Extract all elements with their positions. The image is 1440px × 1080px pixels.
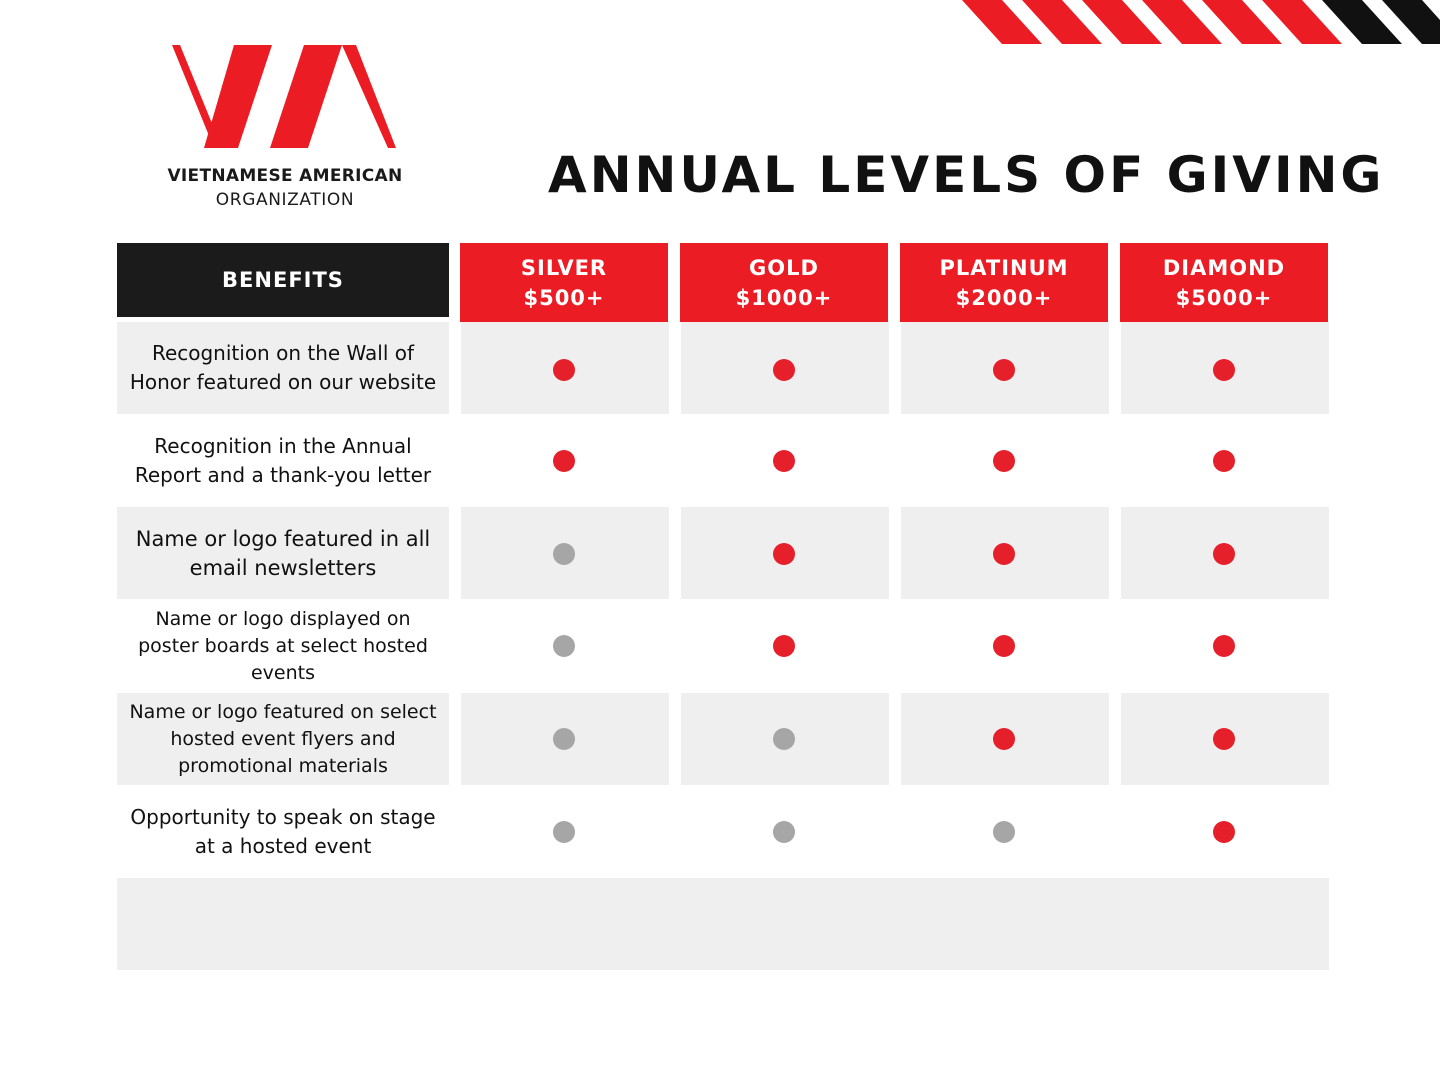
tier-header-gold [680, 243, 888, 322]
included-dot-icon [773, 450, 795, 472]
included-dot-icon [1213, 450, 1235, 472]
tier-amount: $500+ [523, 285, 605, 310]
included-dot-icon [773, 635, 795, 657]
not-included-dot-icon [553, 635, 575, 657]
tier-header-silver [460, 243, 668, 322]
included-dot-icon [993, 728, 1015, 750]
organization-logo [160, 42, 410, 214]
via-logo-mark-icon [160, 42, 410, 152]
column-divider [1109, 321, 1121, 878]
tier-name: SILVER [520, 255, 608, 280]
included-dot-icon [993, 450, 1015, 472]
included-dot-icon [773, 543, 795, 565]
benefit-label: Recognition on the Wall of Honor featured on our website [129, 341, 437, 395]
column-divider [669, 321, 681, 878]
decorative-stripes [960, 0, 1440, 44]
benefit-label: Name or logo featured in all email newsletters [135, 526, 431, 580]
column-divider [889, 321, 901, 878]
included-dot-icon [1213, 728, 1235, 750]
benefit-label: Opportunity to speak on stage at a hosted event [130, 804, 436, 858]
tier-name: PLATINUM [939, 255, 1069, 280]
tier-amount: $2000+ [955, 285, 1053, 310]
tier-name: DIAMOND [1162, 255, 1286, 280]
benefits-header: BENEFITS [117, 243, 449, 317]
benefit-label: Recognition in the Annual Report and a thank-you letter [134, 433, 432, 487]
included-dot-icon [993, 543, 1015, 565]
logo-subtitle: ORGANIZATION [215, 190, 355, 210]
row-background [117, 878, 1329, 970]
tier-header-platinum [900, 243, 1108, 322]
tier-header-diamond [1120, 243, 1328, 322]
giving-levels-table [117, 243, 1329, 972]
not-included-dot-icon [553, 821, 575, 843]
included-dot-icon [1213, 635, 1235, 657]
benefit-label: Name or logo featured on select hosted event flyers and promotional materials [129, 700, 437, 777]
tier-amount: $5000+ [1175, 285, 1273, 310]
column-divider [449, 321, 461, 878]
not-included-dot-icon [553, 728, 575, 750]
tier-amount: $1000+ [735, 285, 833, 310]
tier-name: GOLD [749, 255, 819, 280]
benefit-label: Name or logo displayed on poster boards at select hosted events [138, 607, 428, 684]
included-dot-icon [553, 450, 575, 472]
page-title: ANNUAL LEVELS OF GIVING [548, 146, 1385, 204]
not-included-dot-icon [773, 728, 795, 750]
included-dot-icon [1213, 821, 1235, 843]
included-dot-icon [993, 635, 1015, 657]
not-included-dot-icon [553, 543, 575, 565]
not-included-dot-icon [993, 821, 1015, 843]
logo-name: VIETNAMESE AMERICAN [167, 166, 403, 186]
not-included-dot-icon [773, 821, 795, 843]
included-dot-icon [1213, 543, 1235, 565]
